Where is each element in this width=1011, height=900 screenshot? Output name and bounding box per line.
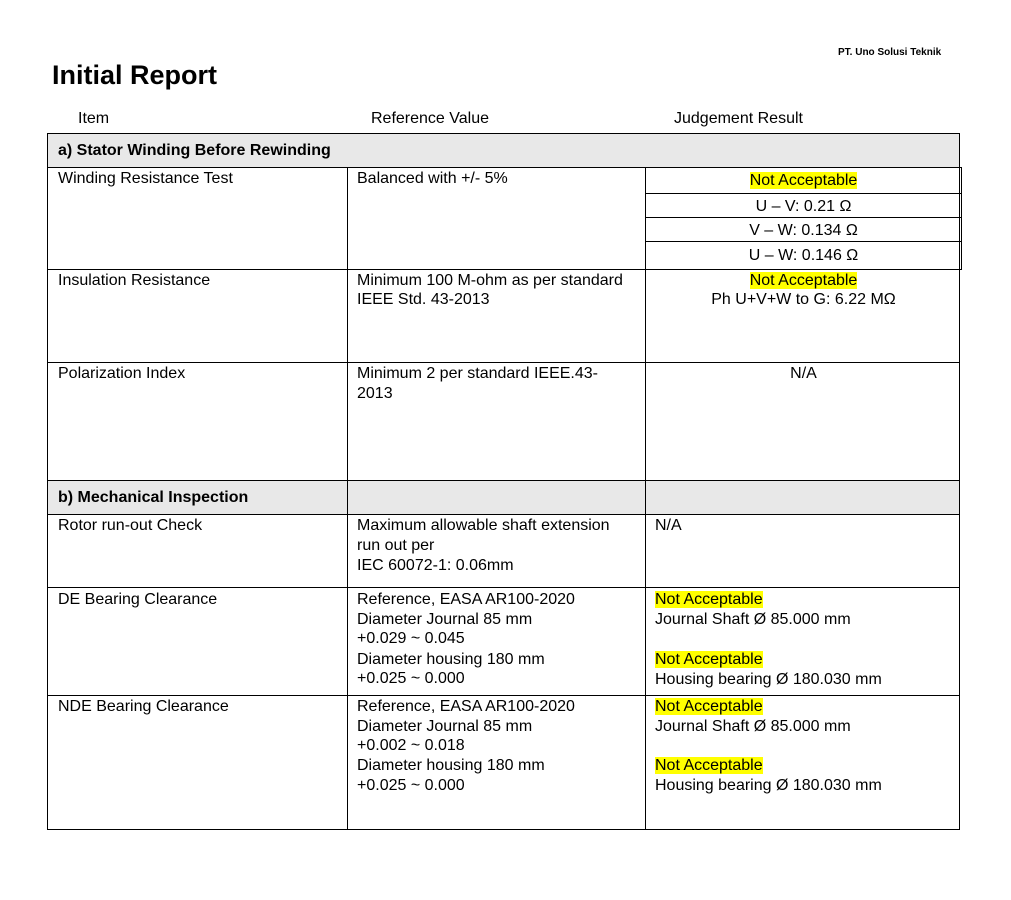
result-insulation-value: Ph U+V+W to G: 6.22 MΩ [711, 291, 896, 308]
reference-runout-line3: IEC 60072-1: 0.06mm [357, 557, 514, 574]
result-nde-value2: Housing bearing Ø 180.030 mm [655, 777, 882, 794]
reference-insulation-line2: IEEE Std. 43-2013 [357, 291, 490, 308]
reference-nde-line2: Diameter Journal 85 mm [357, 718, 533, 735]
result-winding-uw: U – W: 0.146 Ω [748, 247, 859, 264]
item-nde-bearing: NDE Bearing Clearance [58, 698, 229, 715]
column-divider [645, 480, 646, 830]
result-de-value1: Journal Shaft Ø 85.000 mm [655, 611, 851, 628]
status-badge: Not Acceptable [655, 591, 763, 608]
row-divider [47, 514, 960, 515]
reference-runout-line2: run out per [357, 537, 435, 554]
status-badge: Not Acceptable [655, 757, 763, 774]
column-header-item: Item [78, 110, 110, 127]
reference-nde-line3: +0.002 ~ 0.018 [357, 737, 465, 754]
result-winding-uv: U – V: 0.21 Ω [755, 198, 852, 215]
result-winding-status [645, 171, 962, 191]
reference-runout-line1: Maximum allowable shaft extension [357, 517, 610, 534]
section-heading-mechanical: b) Mechanical Inspection [58, 489, 249, 506]
reference-de-line2: Diameter Journal 85 mm [357, 611, 533, 628]
column-divider [347, 167, 348, 480]
row-divider [47, 362, 960, 363]
item-polarization-index: Polarization Index [58, 365, 186, 382]
result-nde-status1 [655, 697, 763, 717]
result-runout: N/A [655, 517, 682, 534]
result-de-value2: Housing bearing Ø 180.030 mm [655, 671, 882, 688]
page-title: Initial Report [52, 60, 218, 90]
result-nde-status2 [655, 756, 763, 776]
item-de-bearing: DE Bearing Clearance [58, 591, 218, 608]
reference-de-line5: +0.025 ~ 0.000 [357, 670, 465, 687]
reference-winding-resistance: Balanced with +/- 5% [357, 170, 508, 187]
reference-polarization-line2: 2013 [357, 385, 393, 402]
status-badge: Not Acceptable [749, 172, 858, 189]
reference-de-line1: Reference, EASA AR100-2020 [357, 591, 575, 608]
reference-insulation-line1: Minimum 100 M-ohm as per standard [357, 272, 623, 289]
result-nde-value1: Journal Shaft Ø 85.000 mm [655, 718, 851, 735]
reference-nde-line5: +0.025 ~ 0.000 [357, 777, 465, 794]
item-rotor-runout: Rotor run-out Check [58, 517, 203, 534]
reference-nde-line1: Reference, EASA AR100-2020 [357, 698, 575, 715]
reference-de-line4: Diameter housing 180 mm [357, 651, 545, 668]
section-heading-stator: a) Stator Winding Before Rewinding [58, 142, 331, 159]
status-badge: Not Acceptable [655, 651, 763, 668]
column-header-judgement: Judgement Result [674, 110, 803, 127]
column-header-reference: Reference Value [371, 110, 489, 127]
result-polarization: N/A [790, 365, 817, 382]
result-winding-vw: V – W: 0.134 Ω [749, 222, 858, 239]
reference-de-line3: +0.029 ~ 0.045 [357, 630, 465, 647]
reference-polarization-line1: Minimum 2 per standard IEEE.43- [357, 365, 598, 382]
row-divider [47, 480, 960, 481]
item-insulation-resistance: Insulation Resistance [58, 272, 211, 289]
status-badge: Not Acceptable [749, 272, 858, 289]
company-name: PT. Uno Solusi Teknik [838, 47, 942, 58]
column-divider [347, 480, 348, 830]
result-de-status1 [655, 590, 763, 610]
reference-nde-line4: Diameter housing 180 mm [357, 757, 545, 774]
status-badge: Not Acceptable [655, 698, 763, 715]
result-insulation-status [645, 271, 962, 291]
item-winding-resistance: Winding Resistance Test [58, 170, 233, 187]
row-divider [47, 587, 960, 588]
result-de-status2 [655, 650, 763, 670]
row-divider [47, 695, 960, 696]
